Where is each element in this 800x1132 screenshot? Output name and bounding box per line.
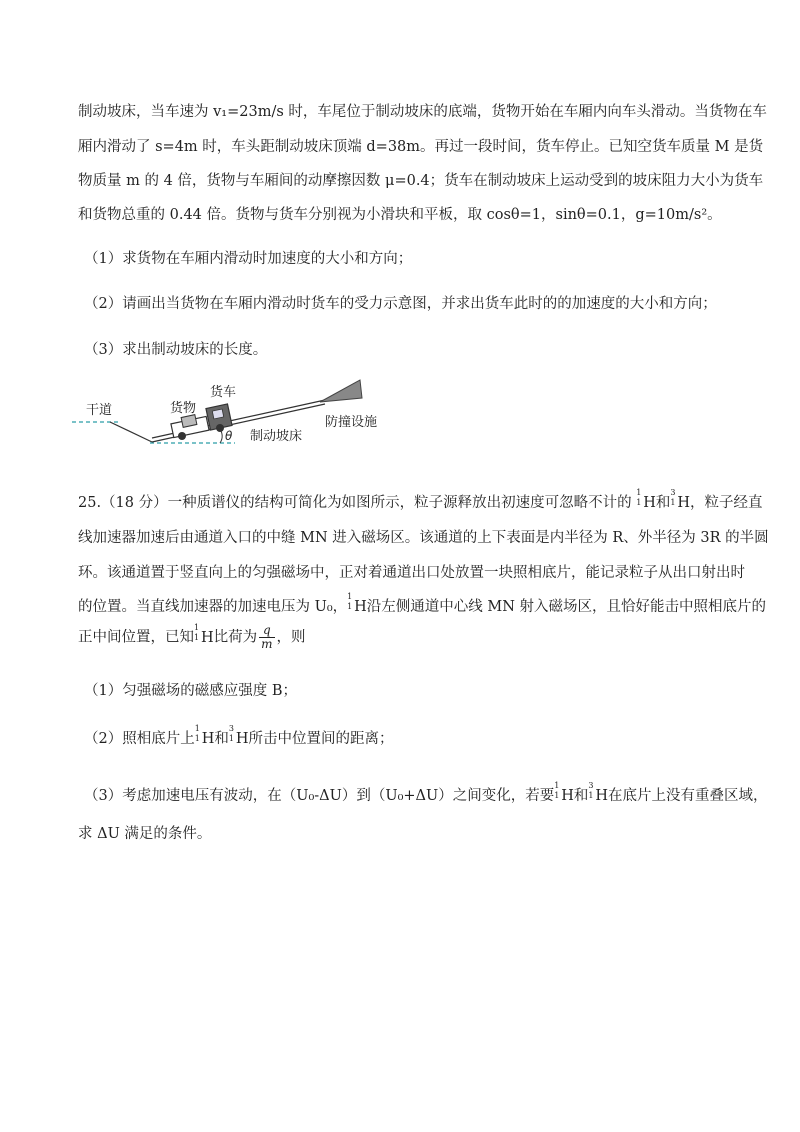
p24-question-2: （2）请画出当货物在车厢内滑动时货车的受力示意图，并求出货车此时的的加速度的大小和方向；: [84, 296, 717, 312]
isotope-protium: [347, 592, 367, 615]
isotope-mass-number: 1: [194, 622, 200, 632]
p25-question-3-line-2: 求 ΔU 满足的条件。: [78, 826, 212, 842]
conjunction: 和: [214, 731, 229, 747]
isotope-symbol: H: [595, 788, 609, 804]
p25-question-2: [84, 724, 394, 748]
p25-question-1: （1）匀强磁场的磁感应强度 B；: [84, 683, 297, 699]
isotope-protium: [194, 622, 214, 646]
isotope-atomic-number: 1: [554, 791, 560, 800]
isotope-atomic-number: 1: [347, 602, 353, 611]
label-barrier: 防撞设施: [325, 415, 378, 430]
p25-header-tail: ，粒子经直: [690, 495, 763, 511]
p24-line-1: 制动坡床，当车速为 v₁=23m/s 时，车尾位于制动坡床的底端，货物开始在车厢内向车头滑动。当货物在车: [78, 104, 767, 120]
label-truck: 货车: [210, 385, 237, 400]
p25-header-text: 25.（18 分）一种质谱仪的结构可简化为如图所示，粒子源释放出初速度可忽略不计的: [78, 495, 632, 511]
barrier-shape: [320, 380, 362, 402]
isotope-mass-number: 3: [670, 488, 676, 497]
p25-question-3-b: 在底片上没有重叠区域，: [608, 788, 768, 804]
isotope-tritium: [670, 488, 691, 511]
cargo-box: [181, 415, 197, 428]
p25-question-2-a: （2）照相底片上: [84, 731, 195, 747]
isotope-symbol: H: [201, 629, 214, 646]
p25-line-4-b: 沿左侧通道中心线 MN 射入磁场区，且恰好能击中照相底片的: [366, 599, 767, 615]
fraction-numerator: q: [259, 624, 274, 638]
isotope-tritium: [588, 781, 609, 804]
isotope-mass-number: 1: [194, 724, 200, 733]
p25-header: [78, 488, 763, 512]
isotope-protium: [194, 724, 215, 747]
p25-line-5: [78, 624, 306, 651]
p25-line-5-c: ，则: [276, 629, 306, 646]
p24-line-4: 和货物总重的 0.44 倍。货物与货车分别视为小滑块和平板，取 cosθ=1，sinθ=0.1，g=10m/s²。: [78, 207, 722, 223]
isotope-tritium: [228, 724, 249, 747]
isotope-mass-number: 1: [554, 781, 560, 790]
p24-line-3: 物质量 m 的 4 倍，货物与车厢间的动摩擦因数 μ=0.4；货车在制动坡床上运动受到的坡床阻力大小为货车: [78, 173, 764, 189]
p25-line-3: 环。该通道置于竖直向上的匀强磁场中，正对着通道出口处放置一块照相底片，能记录粒子从出口射出时: [78, 565, 745, 581]
fraction-denominator: m: [261, 637, 273, 651]
isotope-protium: [554, 781, 574, 804]
isotope-mass-number: 3: [588, 781, 594, 790]
p25-question-3: [84, 781, 768, 805]
p25-line-2: 线加速器加速后由通道入口的中缝 MN 进入磁场区。该通道的上下表面是内半径为 R、外半径为 3R 的半圆: [78, 530, 769, 546]
p25-question-3-a: （3）考虑加速电压有波动，在（U₀-ΔU）到（U₀+ΔU）之间变化，若要: [84, 788, 555, 804]
isotope-symbol: H: [354, 599, 367, 615]
isotope-atomic-number: 1: [636, 498, 642, 507]
isotope-mass-number: 1: [347, 592, 353, 601]
p25-line-5-b: 比荷为: [213, 629, 258, 646]
charge-mass-fraction: [259, 624, 274, 651]
p25-line-4-a: 的位置。当直线加速器的加速电压为 U₀，: [78, 599, 348, 615]
isotope-symbol: H: [561, 788, 574, 804]
p24-question-1: （1）求货物在车厢内滑动时加速度的大小和方向；: [84, 251, 413, 267]
conjunction: 和: [655, 495, 671, 511]
p24-line-2: 厢内滑动了 s=4m 时，车头距制动坡床顶端 d=38m。再过一段时间，货车停止。已知空货车质量 M 是货: [78, 139, 764, 155]
p25-question-2-b: 所击中位置间的距离；: [248, 731, 394, 747]
isotope-symbol: H: [643, 495, 656, 511]
isotope-atomic-number: 1: [194, 632, 200, 642]
p25-line-5-a: 正中间位置，已知: [78, 629, 194, 646]
isotope-symbol: H: [201, 731, 215, 747]
label-cargo: 货物: [170, 401, 197, 416]
p24-question-3: （3）求出制动坡床的长度。: [84, 342, 268, 358]
isotope-atomic-number: 1: [228, 734, 234, 743]
label-braking-bed: 制动坡床: [250, 429, 303, 444]
isotope-symbol: H: [677, 495, 691, 511]
isotope-mass-number: 3: [228, 724, 234, 733]
label-angle: θ: [225, 429, 233, 443]
road-descending-line: [110, 422, 152, 442]
isotope-atomic-number: 1: [670, 498, 676, 507]
isotope-atomic-number: 1: [588, 791, 594, 800]
isotope-symbol: H: [235, 731, 249, 747]
isotope-protium: [636, 488, 656, 511]
conjunction: 和: [573, 788, 589, 804]
isotope-mass-number: 1: [636, 488, 642, 497]
isotope-atomic-number: 1: [194, 734, 200, 743]
p25-line-4: [78, 592, 767, 616]
ramp-diagram: [70, 376, 390, 456]
label-road: 干道: [86, 403, 113, 418]
